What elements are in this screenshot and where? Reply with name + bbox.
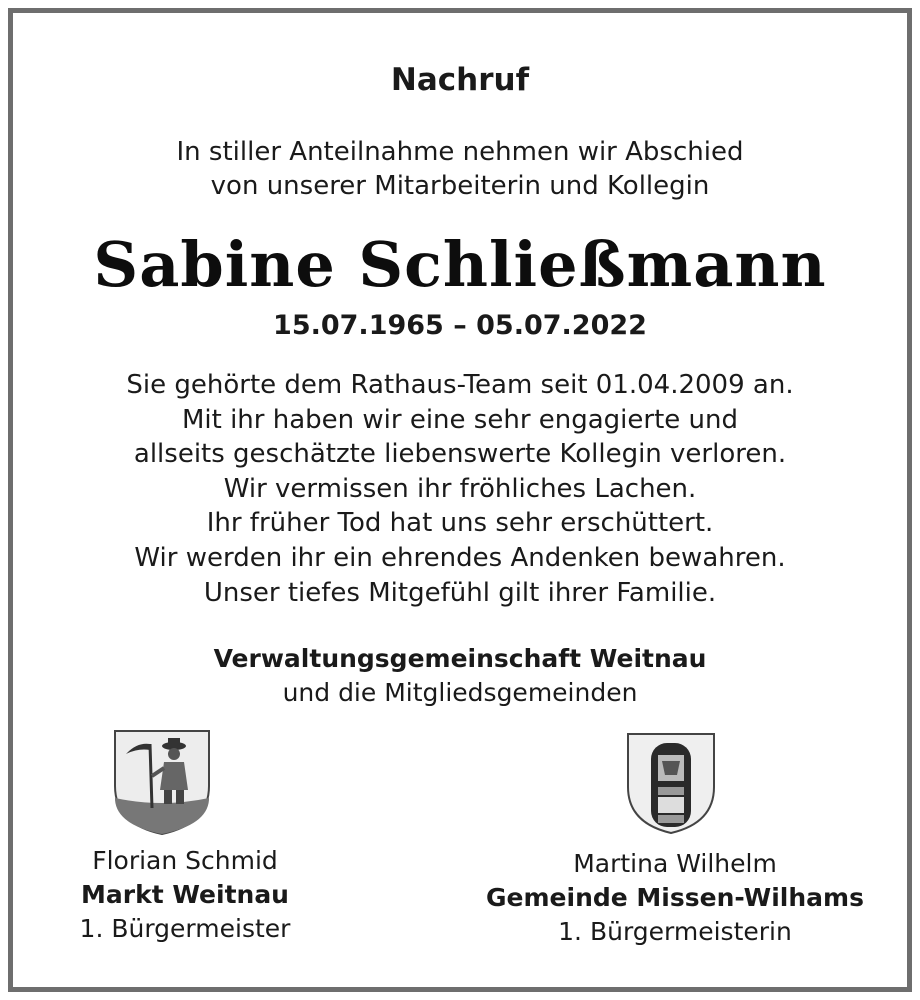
signatory-municipality: Markt Weitnau	[81, 880, 289, 909]
tribute-line: Ihr früher Tod hat uns sehr erschüttert.	[206, 508, 714, 539]
obituary-heading: Nachruf	[390, 62, 530, 98]
organization-name: Verwaltungsgemeinschaft Weitnau	[213, 644, 707, 673]
tribute-line: Unser tiefes Mitgefühl gilt ihrer Familie.	[203, 577, 717, 608]
signatory-title: 1. Bürgermeister	[79, 914, 291, 943]
organization-sub: und die Mitgliedsgemeinden	[282, 678, 638, 707]
signatory-missen-wilhams	[460, 847, 890, 949]
signatory-title: 1. Bürgermeisterin	[558, 917, 792, 946]
intro-line: In stiller Anteilnahme nehmen wir Abschied	[176, 137, 744, 167]
life-dates: 15.07.1965 – 05.07.2022	[273, 310, 647, 341]
tribute-line: allseits geschätzte liebenswerte Kollegin verloren.	[133, 439, 787, 470]
intro-line: von unserer Mitarbeiterin und Kollegin	[210, 171, 710, 201]
signatory-weitnau	[40, 844, 330, 946]
tribute-text	[0, 368, 920, 610]
signatory-municipality: Gemeinde Missen-Wilhams	[486, 883, 864, 912]
signatory-person: Florian Schmid	[92, 846, 278, 875]
coat-of-arms-weitnau-icon	[112, 728, 212, 836]
coat-of-arms-missen-wilhams-icon	[625, 731, 717, 835]
tribute-line: Sie gehörte dem Rathaus-Team seit 01.04.2009 an.	[126, 370, 794, 400]
deceased-name: Sabine Schließmann	[93, 228, 827, 301]
tribute-line: Mit ihr haben wir eine sehr engagierte und	[181, 404, 739, 435]
intro-text	[0, 135, 920, 203]
tribute-line: Wir werden ihr ein ehrendes Andenken bewahren.	[134, 542, 786, 573]
tribute-line: Wir vermissen ihr fröhliches Lachen.	[223, 473, 697, 504]
signatory-person: Martina Wilhelm	[573, 849, 777, 878]
